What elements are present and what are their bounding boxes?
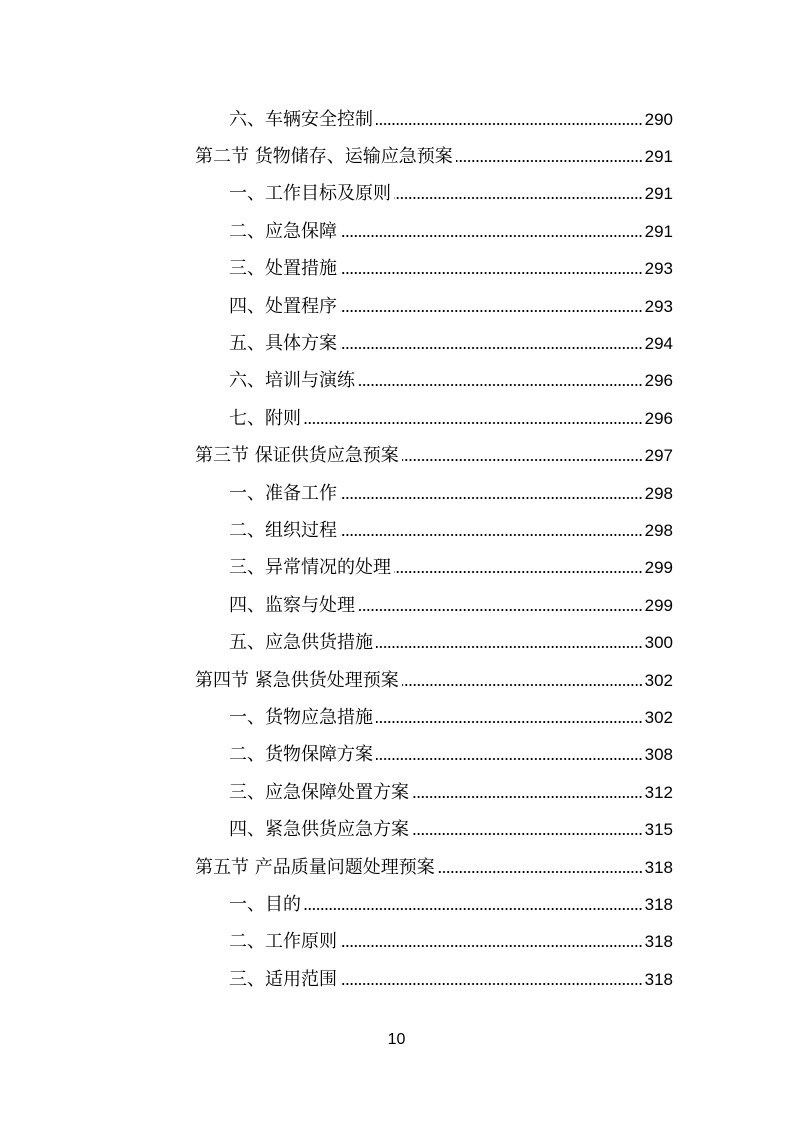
toc-entry-page: 291 [644, 147, 673, 167]
toc-dot-leader [376, 758, 643, 760]
toc-dot-leader [340, 945, 643, 947]
toc-entry[interactable] [0, 624, 793, 661]
toc-entry-page: 299 [644, 595, 673, 615]
toc-entry[interactable] [0, 699, 793, 736]
toc-entry[interactable] [0, 176, 793, 213]
toc-dot-leader [376, 721, 643, 723]
toc-entry-page: 299 [644, 558, 673, 578]
toc-entry-page: 318 [644, 969, 673, 989]
toc-dot-leader [340, 235, 643, 237]
toc-entry-title: 二、组织过程 [229, 519, 337, 541]
toc-entry-page: 296 [644, 371, 673, 391]
toc-dot-leader [358, 609, 643, 611]
toc-entry[interactable] [0, 288, 793, 325]
toc-entry-title: 三、应急保障处置方案 [229, 781, 409, 803]
toc-entry[interactable] [0, 737, 793, 774]
toc-entry[interactable] [0, 213, 793, 250]
toc-entry-page: 302 [644, 670, 673, 690]
toc-entry-title: 二、货物保障方案 [229, 744, 373, 766]
toc-entry-title: 一、目的 [229, 893, 301, 915]
toc-dot-leader [304, 422, 643, 424]
toc-entry[interactable] [0, 251, 793, 288]
toc-dot-leader [340, 534, 643, 536]
toc-entry-title: 五、具体方案 [229, 333, 337, 355]
toc-entry-title: 七、附则 [229, 407, 301, 429]
toc-entry[interactable] [0, 849, 793, 886]
toc-dot-leader [376, 123, 643, 125]
toc-entry-page: 302 [644, 707, 673, 727]
toc-dot-leader [340, 983, 643, 985]
toc-entry-page: 291 [644, 184, 673, 204]
toc-entry[interactable] [0, 961, 793, 998]
toc-entry-title: 二、工作原则 [229, 931, 337, 953]
toc-dot-leader [358, 384, 643, 386]
toc-entry[interactable] [0, 924, 793, 961]
table-of-contents [0, 101, 793, 998]
toc-entry[interactable] [0, 438, 793, 475]
toc-entry-title: 第五节 产品质量问题处理预案 [195, 856, 435, 878]
toc-entry-title: 一、货物应急措施 [229, 706, 373, 728]
toc-entry-title: 一、准备工作 [229, 482, 337, 504]
toc-dot-leader [412, 796, 643, 798]
toc-entry-title: 第二节 货物储存、运输应急预案 [195, 146, 453, 168]
toc-entry-page: 291 [644, 221, 673, 241]
toc-entry-page: 296 [644, 408, 673, 428]
toc-entry-page: 298 [644, 483, 673, 503]
toc-entry[interactable] [0, 512, 793, 549]
toc-entry-page: 315 [644, 820, 673, 840]
toc-entry-title: 四、紧急供货应急方案 [229, 819, 409, 841]
toc-entry-page: 312 [644, 782, 673, 802]
toc-dot-leader [340, 347, 643, 349]
toc-entry-title: 第四节 紧急供货处理预案 [195, 669, 399, 691]
toc-entry-page: 293 [644, 259, 673, 279]
toc-entry-title: 五、应急供货措施 [229, 632, 373, 654]
toc-entry-page: 300 [644, 633, 673, 653]
toc-dot-leader [402, 684, 643, 686]
toc-entry[interactable] [0, 475, 793, 512]
toc-entry-title: 六、培训与演练 [229, 370, 355, 392]
toc-entry-title: 三、处置措施 [229, 258, 337, 280]
toc-entry[interactable] [0, 811, 793, 848]
toc-dot-leader [340, 497, 643, 499]
toc-dot-leader [456, 160, 643, 162]
toc-entry-page: 318 [644, 932, 673, 952]
toc-entry-page: 294 [644, 334, 673, 354]
toc-entry-title: 三、适用范围 [229, 968, 337, 990]
toc-entry[interactable] [0, 101, 793, 138]
toc-entry-page: 308 [644, 745, 673, 765]
toc-entry-page: 298 [644, 520, 673, 540]
toc-dot-leader [412, 833, 643, 835]
toc-entry[interactable] [0, 587, 793, 624]
toc-dot-leader [402, 459, 643, 461]
toc-entry[interactable] [0, 774, 793, 811]
toc-entry-title: 四、监察与处理 [229, 594, 355, 616]
toc-entry-page: 293 [644, 296, 673, 316]
toc-dot-leader [376, 646, 643, 648]
toc-entry-title: 一、工作目标及原则 [229, 183, 391, 205]
toc-dot-leader [438, 871, 643, 873]
toc-entry[interactable] [0, 325, 793, 362]
toc-entry[interactable] [0, 363, 793, 400]
page-number: 10 [387, 1031, 406, 1048]
toc-entry-title: 第三节 保证供货应急预案 [195, 445, 399, 467]
toc-entry[interactable] [0, 400, 793, 437]
toc-entry-page: 290 [644, 109, 673, 129]
toc-entry-title: 三、异常情况的处理 [229, 557, 391, 579]
toc-entry-page: 318 [644, 894, 673, 914]
toc-entry[interactable] [0, 886, 793, 923]
toc-entry-title: 四、处置程序 [229, 295, 337, 317]
toc-dot-leader [340, 310, 643, 312]
toc-entry-page: 318 [644, 857, 673, 877]
toc-entry[interactable] [0, 550, 793, 587]
toc-entry-title: 二、应急保障 [229, 220, 337, 242]
toc-entry[interactable] [0, 138, 793, 175]
toc-entry-title: 六、车辆安全控制 [229, 108, 373, 130]
toc-dot-leader [394, 197, 643, 199]
toc-dot-leader [304, 908, 643, 910]
toc-entry-page: 297 [644, 446, 673, 466]
toc-entry[interactable] [0, 662, 793, 699]
toc-dot-leader [394, 571, 643, 573]
toc-dot-leader [340, 272, 643, 274]
